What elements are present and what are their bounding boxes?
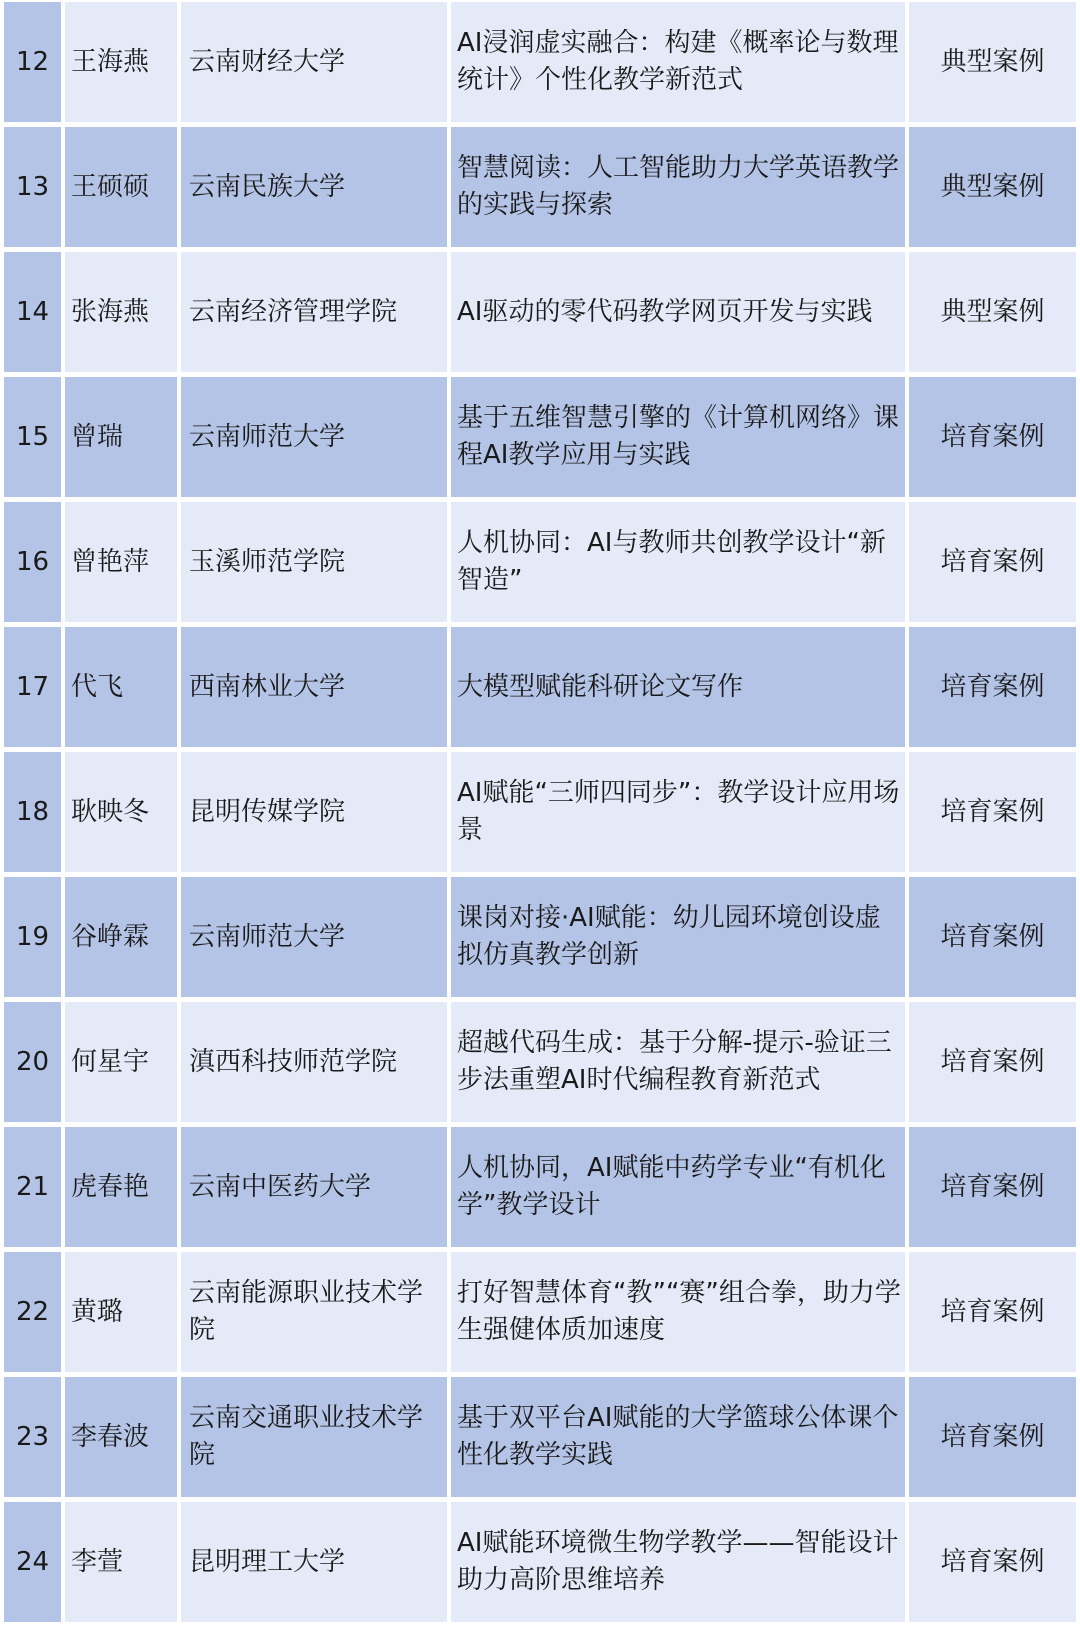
case-type: 培育案例 <box>909 502 1076 622</box>
case-title: 智慧阅读：人工智能助力大学英语教学的实践与探索 <box>457 153 900 220</box>
case-title: 大模型赋能科研论文写作 <box>457 671 744 702</box>
row-number: 20 <box>4 1002 61 1122</box>
university-name: 云南师范大学 <box>181 877 447 997</box>
table-row <box>4 1502 1076 1622</box>
teacher-name: 黄璐 <box>65 1252 177 1372</box>
case-type: 培育案例 <box>909 1377 1076 1497</box>
teacher-name: 王硕硕 <box>65 127 177 247</box>
case-title-cell <box>451 1377 905 1497</box>
case-type: 培育案例 <box>909 877 1076 997</box>
teacher-name: 李春波 <box>65 1377 177 1497</box>
case-title-cell <box>451 1252 905 1372</box>
case-title-cell <box>451 127 905 247</box>
table-row <box>4 627 1076 747</box>
teacher-name: 曾瑞 <box>65 377 177 497</box>
teacher-name: 谷峥霖 <box>65 877 177 997</box>
case-title: 人机协同，AI赋能中药学专业“有机化学”教学设计 <box>457 1153 886 1220</box>
case-title: 基于五维智慧引擎的《计算机网络》课程AI教学应用与实践 <box>457 403 900 470</box>
case-title-cell <box>451 252 905 372</box>
teacher-name: 张海燕 <box>65 252 177 372</box>
row-number: 24 <box>4 1502 61 1622</box>
table-row <box>4 1127 1076 1247</box>
row-number: 13 <box>4 127 61 247</box>
university-name: 昆明理工大学 <box>181 1502 447 1622</box>
case-type: 典型案例 <box>909 2 1076 122</box>
table-row <box>4 502 1076 622</box>
table-row <box>4 1002 1076 1122</box>
table-row <box>4 2 1076 122</box>
case-title: AI赋能环境微生物学教学——智能设计助力高阶思维培养 <box>457 1528 899 1595</box>
case-title: AI赋能“三师四同步”：教学设计应用场景 <box>457 778 900 845</box>
university-name: 云南民族大学 <box>181 127 447 247</box>
row-number: 23 <box>4 1377 61 1497</box>
case-type: 培育案例 <box>909 1502 1076 1622</box>
row-number: 15 <box>4 377 61 497</box>
row-number: 16 <box>4 502 61 622</box>
table-row <box>4 127 1076 247</box>
case-list-table <box>4 2 1076 1627</box>
university-name: 昆明传媒学院 <box>181 752 447 872</box>
case-type: 培育案例 <box>909 752 1076 872</box>
case-title-cell <box>451 877 905 997</box>
case-type: 典型案例 <box>909 252 1076 372</box>
case-title-cell <box>451 752 905 872</box>
row-number: 19 <box>4 877 61 997</box>
row-number: 12 <box>4 2 61 122</box>
case-type: 培育案例 <box>909 627 1076 747</box>
case-title: 超越代码生成：基于分解-提示-验证三步法重塑AI时代编程教育新范式 <box>457 1028 892 1095</box>
case-type: 培育案例 <box>909 1127 1076 1247</box>
teacher-name: 李萱 <box>65 1502 177 1622</box>
table-row <box>4 377 1076 497</box>
table-row <box>4 752 1076 872</box>
row-number: 18 <box>4 752 61 872</box>
case-title: 基于双平台AI赋能的大学篮球公体课个性化教学实践 <box>457 1403 899 1470</box>
row-number: 14 <box>4 252 61 372</box>
teacher-name: 何星宇 <box>65 1002 177 1122</box>
case-title-cell <box>451 627 905 747</box>
teacher-name: 王海燕 <box>65 2 177 122</box>
university-name: 云南经济管理学院 <box>181 252 447 372</box>
university-name: 西南林业大学 <box>181 627 447 747</box>
university-name: 云南中医药大学 <box>181 1127 447 1247</box>
teacher-name: 曾艳萍 <box>65 502 177 622</box>
university-name: 云南财经大学 <box>181 2 447 122</box>
case-title-cell <box>451 2 905 122</box>
university-name: 云南交通职业技术学院 <box>181 1377 447 1497</box>
case-title-cell <box>451 1002 905 1122</box>
teacher-name: 虎春艳 <box>65 1127 177 1247</box>
case-title: 课岗对接·AI赋能：幼儿园环境创设虚拟仿真教学创新 <box>457 903 881 970</box>
case-title: 人机协同：AI与教师共创教学设计“新智造” <box>457 528 886 595</box>
case-type: 培育案例 <box>909 377 1076 497</box>
case-title-cell <box>451 377 905 497</box>
table-row <box>4 877 1076 997</box>
teacher-name: 耿映冬 <box>65 752 177 872</box>
case-title-cell <box>451 1127 905 1247</box>
university-name: 玉溪师范学院 <box>181 502 447 622</box>
case-title: 打好智慧体育“教”“赛”组合拳，助力学生强健体质加速度 <box>457 1278 901 1345</box>
case-title-cell <box>451 502 905 622</box>
table-row <box>4 252 1076 372</box>
case-title: AI浸润虚实融合：构建《概率论与数理统计》个性化教学新范式 <box>457 28 899 95</box>
table-row <box>4 1252 1076 1372</box>
case-type: 培育案例 <box>909 1252 1076 1372</box>
row-number: 17 <box>4 627 61 747</box>
teacher-name: 代飞 <box>65 627 177 747</box>
case-type: 培育案例 <box>909 1002 1076 1122</box>
case-type: 典型案例 <box>909 127 1076 247</box>
university-name: 滇西科技师范学院 <box>181 1002 447 1122</box>
row-number: 21 <box>4 1127 61 1247</box>
university-name: 云南能源职业技术学院 <box>181 1252 447 1372</box>
university-name: 云南师范大学 <box>181 377 447 497</box>
table-row <box>4 1377 1076 1497</box>
case-title: AI驱动的零代码教学网页开发与实践 <box>457 296 873 327</box>
case-title-cell <box>451 1502 905 1622</box>
row-number: 22 <box>4 1252 61 1372</box>
